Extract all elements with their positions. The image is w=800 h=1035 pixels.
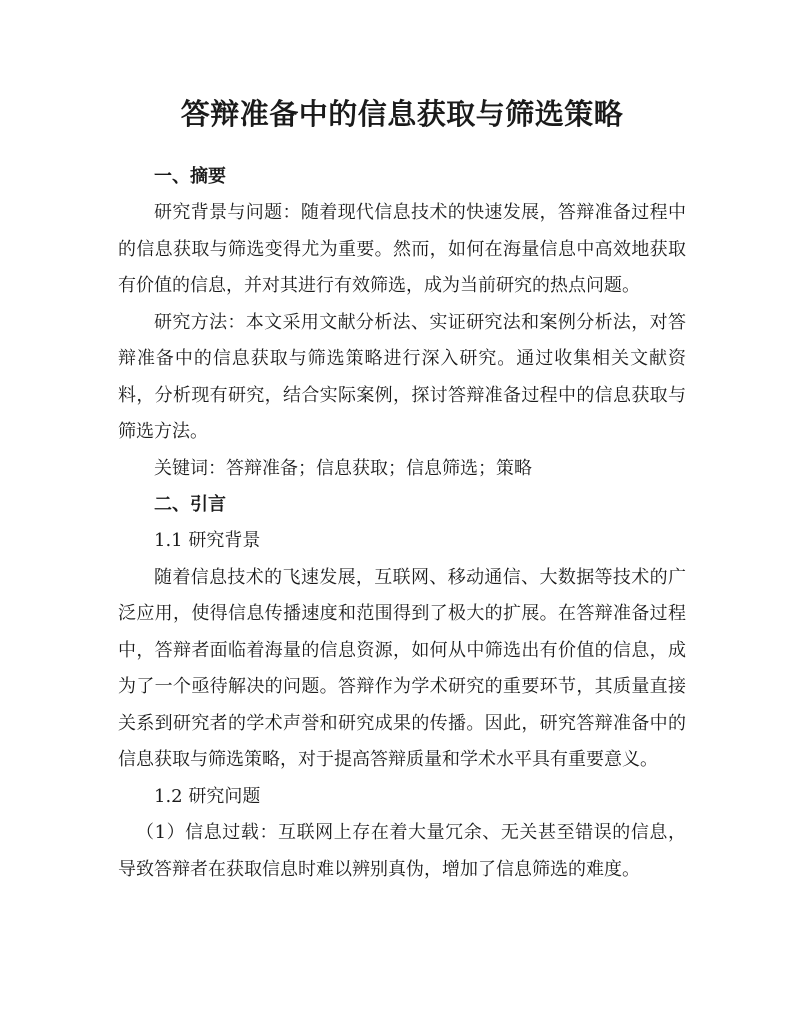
subsection-heading-problem: 1.2 研究问题 [154, 785, 261, 807]
document-title: 答辩准备中的信息获取与筛选策略 [180, 97, 624, 131]
section-heading-introduction: 二、引言 [154, 494, 226, 515]
abstract-background-paragraph: 研究背景与问题：随着现代信息技术的快速发展，答辩准备过程中的信息获取与筛选变得尤为重要。然而，如何在海量信息中高效地获取有价值的信息，并对其进行有效筛选，成为当前研究的热点问题。 [118, 202, 686, 296]
abstract-method-paragraph: 研究方法：本文采用文献分析法、实证研究法和案例分析法，对答辩准备中的信息获取与筛选策略进行深入研究。通过收集相关文献资料，分析现有研究，结合实际案例，探讨答辩准备过程中的信息获取与筛选方法。 [118, 311, 686, 442]
subsection-heading-background: 1.1 研究背景 [154, 530, 261, 551]
keywords-line: 关键词：答辩准备；信息获取；信息筛选；策略 [154, 457, 532, 479]
problem-paragraph-1: （1）信息过载：互联网上存在着大量冗余、无关甚至错误的信息，导致答辩者在获取信息时难以辨别真伪，增加了信息筛选的难度。 [118, 822, 686, 880]
background-paragraph: 随着信息技术的飞速发展，互联网、移动通信、大数据等技术的广泛应用，使得信息传播速度和范围得到了极大的扩展。在答辩准备过程中，答辩者面临着海量的信息资源，如何从中筛选出有价值的信息，成为了一个亟待解决的问题。答辩作为学术研究的重要环节，其质量直接关系到研究者的学术声誉和研究成果的传播。因此，研究答辩准备中的信息获取与筛选策略，对于提高答辩质量和学术水平具有重要意义。 [118, 566, 686, 770]
document-page [118, 92, 686, 888]
section-heading-abstract: 一、摘要 [154, 166, 226, 187]
